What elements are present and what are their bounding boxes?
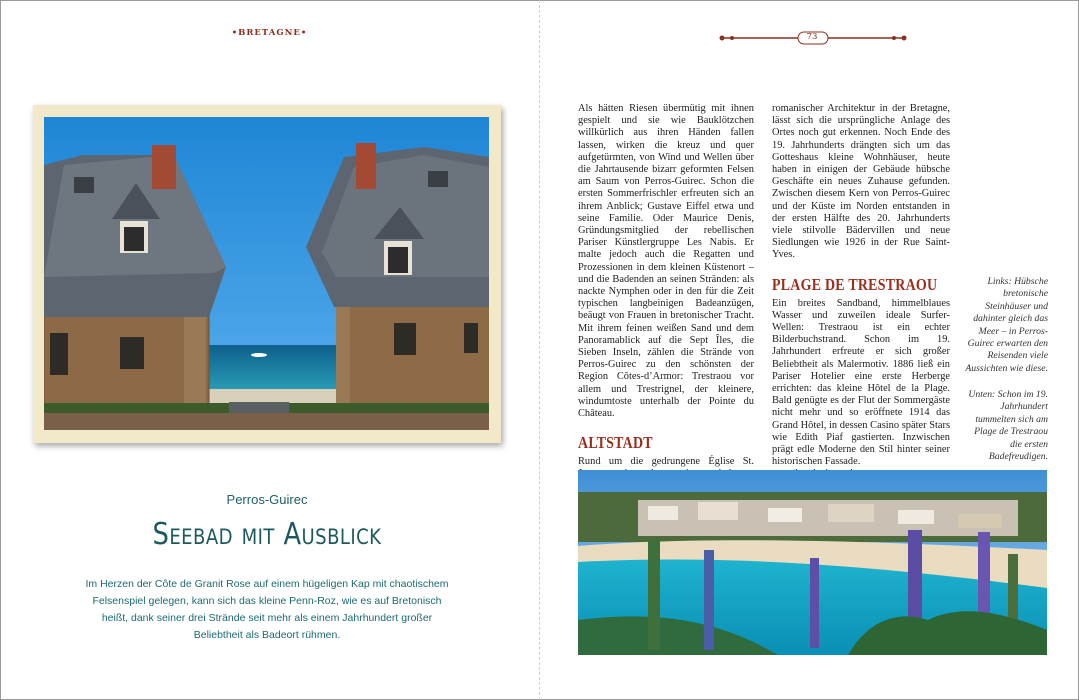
subhead-altstadt: ALTSTADT xyxy=(578,433,653,453)
text-column-2 xyxy=(772,103,950,481)
page-number: 73 xyxy=(806,32,818,42)
houses-photo-frame xyxy=(33,105,501,443)
paragraph: Als hätten Riesen übermütig mit ihnen gespielt und sie wie Bauklötzchen willkürlich aus ihren Händen fallen lassen, wirken die kreuz und quer aufgetürmten, von Wind und Wellen über die Jahrtausende bizarr geformten Felsen am Saum von Perros-Guirec. Schon die ersten Sommerfrischler erfreuten sich an ihrem Anblick; Gustave Eiffel etwa und seine Familie. Oder Maurice Denis, Gründungsmitglied der rebellischen Pariser Künstlergruppe Les Nabis. Er malte jedoch auch die Regatten und Prozessionen in dem kleinen Küstenort – und die Badenden an seinen Stränden: als nackte Nymphen oder in den für die Zeit typischen langbeinigen Badeanzügen, beäugt von Frauen in bretonischer Tracht. Mit ihrem feinen weißen Sand und dem Panoramablick auf die Sept Îles, die Sieben Inseln, zählen die Strände von Perros-Guirec zu den schönsten der Region Côtes-d’Armor: Trestraou vor allem und Trestrignel, der kleinere, windumtoste unterhalb der Pointe du Château. xyxy=(578,103,754,420)
paragraph: Rund um die gedrungene Église St. xyxy=(578,456,754,468)
beach-photo xyxy=(578,470,1047,655)
caption-top: Links: Hübsche bretonische Steinhäuser und dahinter gleich das Meer – in Perros-Guirec erwarten den Reisenden viele Aussichten wie diese. xyxy=(965,276,1048,374)
article-intro: Im Herzen der Côte de Granit Rose auf einem hügeligen Kap mit chaotischem Felsenspiel gelegen, kann sich das kleine Penn-Roz, wie es auf Bretonisch heißt, dank seiner drei Strände seit mehr als einem Jahrhundert großer Beliebtheit als Badeort rühmen. xyxy=(85,578,449,641)
article-title: Seebad mit Ausblick xyxy=(152,517,382,552)
spine-gutter xyxy=(539,0,540,700)
text-column-1 xyxy=(578,103,754,493)
subhead-trestraou: PLAGE DE TRESTRAOU xyxy=(772,274,938,294)
paragraph: romanischer Architektur in der Bretagne, lässt sich die ursprüngliche Anlage des Ortes noch gut erkennen. Noch Ende des 19. Jahrhunderts drängten sich um das Gotteshaus kleine Wohnhäuser, heute haben in einigen der Gebäude hübsche Geschäfte ein neues Zuhause gefunden. Zwischen diesem Kern von Perros-Guirec und der Küste im Norden entstanden in der ersten Hälfte des 20. Jahrhunderts viele stilvolle Bädervillen und neue Siedlungen wie 1926 in der Rue Saint-Yves. xyxy=(772,103,950,261)
running-head: •BRETAGNE• xyxy=(231,28,308,38)
caption-bottom: Unten: Schon im 19. Jahrhundert tummelten sich am Plage de Trestraou die ersten Badefreudigen. xyxy=(968,389,1048,463)
paragraph: Ein breites Sandband, himmelblaues Wasser und zuweilen ideale Surfer-Wellen: Trestraou ist ein echter Bilderbuchstrand. Schon im 19. Jahrhundert erfreute er sich großer Beliebtheit als Malermotiv. 1886 ließ ein Pariser Hotelier eine erste Herberge errichten: das kleine Hôtel de la Plage. Bald genügte es der Flut der Sommergäste nicht mehr und so eröffnete 1914 das Grand Hôtel, in dessen Casino später Stars wie Edith Piaf gastierten. Inzwischen prägt edle Moderne den Stil hinter seiner historischen Fassade. xyxy=(772,297,950,468)
article-kicker: Perros-Guirec xyxy=(226,492,308,507)
houses-photo xyxy=(44,117,489,430)
